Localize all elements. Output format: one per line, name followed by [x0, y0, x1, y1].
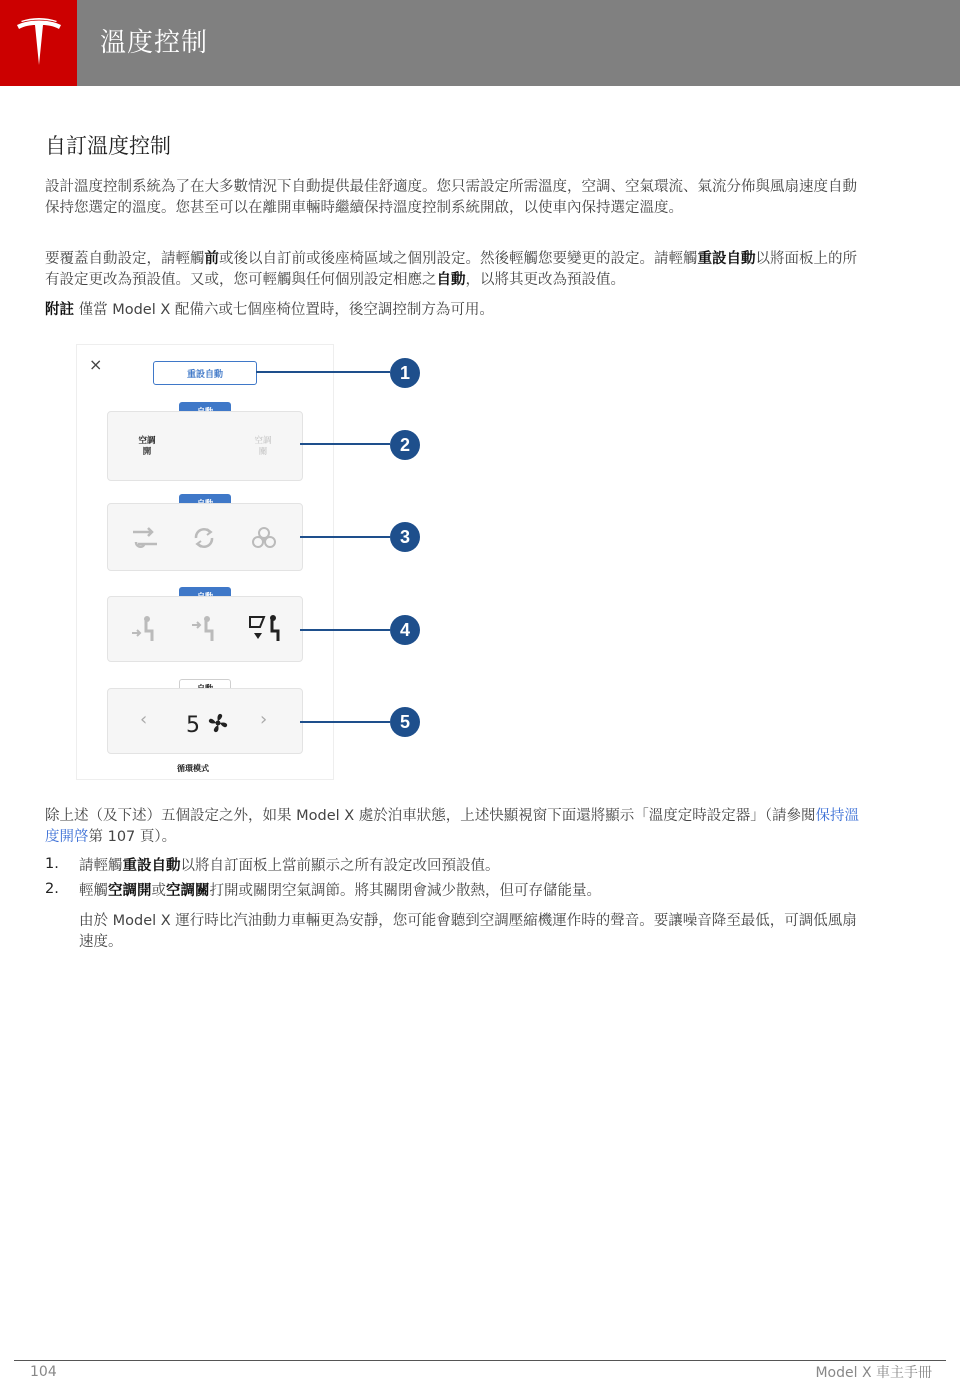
- reset-auto-button[interactable]: 重設自動: [153, 361, 257, 385]
- page-number: 104: [30, 1364, 57, 1380]
- list-number-1: 1.: [45, 856, 59, 872]
- tesla-logo-icon: [14, 17, 64, 69]
- bioweapon-defense-icon[interactable]: [250, 524, 278, 552]
- timer-paragraph: 除上述（及下述）五個設定之外，如果 Model X 處於泊車狀態，上述快顯視窗下面還將顯示「溫度定時設定器」（請參閱保持溫度開啓第 107 頁）。: [45, 808, 860, 845]
- airflow-feet-icon[interactable]: [130, 615, 158, 645]
- climate-panel-figure: [76, 344, 334, 780]
- list-sub-paragraph: 由於 Model X 運行時比汽油動力車輛更為安靜，您可能會聽到空調壓縮機運作時的聲音。要讓噪音降至最低，可調低風扇速度。: [79, 913, 857, 950]
- fan-decrease-icon[interactable]: ‹: [140, 709, 148, 730]
- override-paragraph: 要覆蓋自動設定，請輕觸前或後以自訂前或後座椅區域之個別設定。然後輕觸您要變更的設定。請輕觸重設自動以將面板上的所有設定更改為預設值。又或，您可輕觸與任何個別設定相應之自動，以將其更改為預設值。: [45, 251, 857, 288]
- airflow-panel: [107, 596, 303, 662]
- footer-divider: [14, 1360, 946, 1361]
- fan-increase-icon[interactable]: ›: [260, 709, 268, 730]
- ac-on-button[interactable]: 空調 開: [138, 436, 156, 457]
- page-title: 溫度控制: [100, 28, 209, 58]
- recirculate-icon[interactable]: [190, 524, 218, 552]
- fan-speed-value: 5: [186, 713, 200, 738]
- fan-panel: [107, 688, 303, 754]
- manual-title: Model X 車主手冊: [815, 1365, 932, 1381]
- section-title: 自訂溫度控制: [45, 134, 171, 158]
- callout-line-2: [300, 443, 390, 445]
- callout-2: 2: [390, 430, 420, 460]
- callout-line-3: [300, 536, 390, 538]
- callout-4: 4: [390, 615, 420, 645]
- airflow-face-icon[interactable]: [190, 615, 218, 645]
- callout-line-4: [300, 629, 390, 631]
- callout-line-1: [256, 371, 390, 373]
- list-item-2: 輕觸空調開或空調關打開或關閉空氣調節。將其關閉會減少散熱，但可存儲能量。: [79, 883, 601, 899]
- brand-logo: [0, 0, 77, 86]
- ac-off-button[interactable]: 空調 關: [254, 436, 272, 457]
- airflow-windshield-icon[interactable]: [248, 613, 282, 645]
- callout-line-5: [300, 721, 390, 723]
- note-text: 僅當 Model X 配備六或七個座椅位置時，後空調控制方為可用。: [74, 302, 494, 318]
- fan-icon: [206, 711, 230, 735]
- callout-5: 5: [390, 707, 420, 737]
- ac-panel: [107, 411, 303, 481]
- callout-1: 1: [390, 358, 420, 388]
- recirc-panel: [107, 503, 303, 571]
- note-label: 附註: [45, 302, 74, 318]
- page-header: [0, 0, 960, 86]
- list-item-1: 請輕觸重設自動以將自訂面板上當前顯示之所有設定改回預設值。: [79, 858, 500, 874]
- recirc-mode-label: 循環模式: [177, 764, 209, 773]
- note-paragraph: [45, 300, 860, 321]
- fresh-air-icon[interactable]: [130, 524, 160, 552]
- list-number-2: 2.: [45, 881, 59, 897]
- intro-paragraph: 設計溫度控制系統為了在大多數情況下自動提供最佳舒適度。您只需設定所需溫度，空調、空氣環流、氣流分佈與風扇速度自動保持您選定的溫度。您甚至可以在離開車輛時繼續保持溫度控制系統開啟，以使車內保持選定溫度。: [45, 179, 857, 216]
- close-icon[interactable]: ×: [89, 355, 103, 374]
- keep-climate-link[interactable]: 保持溫度開啓: [45, 808, 860, 845]
- callout-3: 3: [390, 522, 420, 552]
